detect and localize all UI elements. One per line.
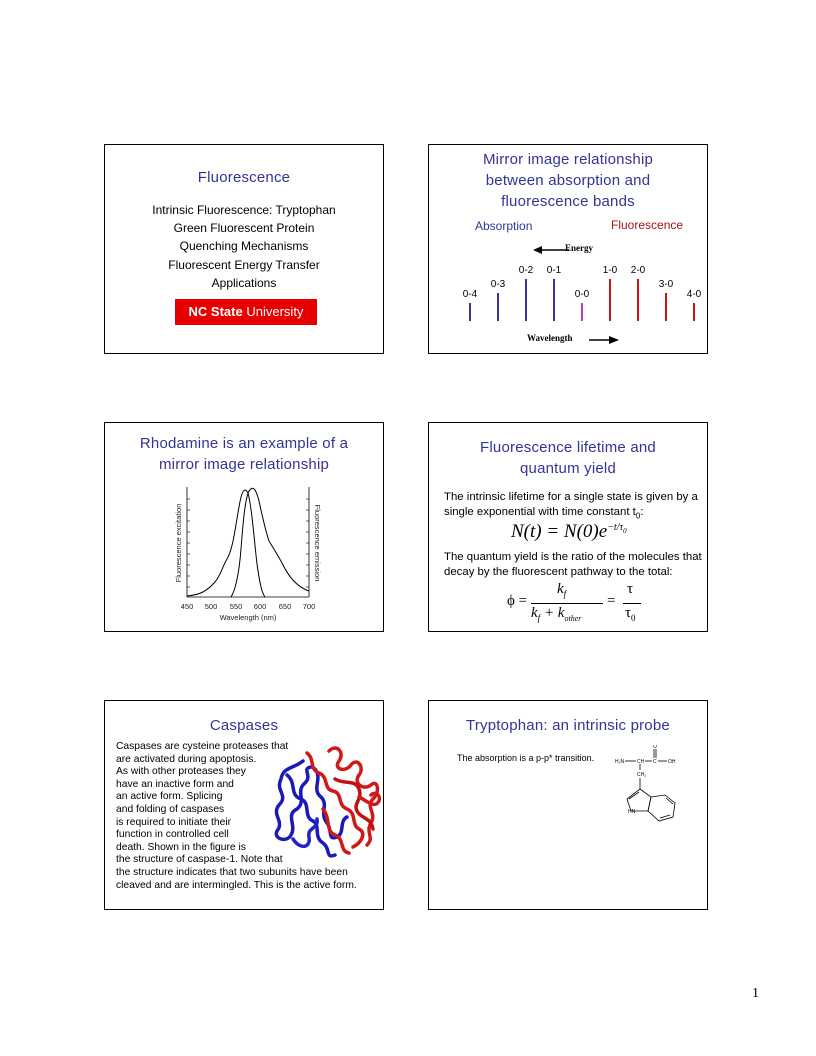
nh-label: HN [628, 809, 636, 815]
slide-title [429, 149, 707, 212]
band-label: 0-1 [546, 265, 562, 276]
text-line: an active form. Splicing [116, 791, 223, 803]
band-label: 0-3 [490, 279, 506, 290]
title-line: Rhodamine is an example of a [139, 435, 349, 452]
x-tick: 600 [253, 602, 267, 611]
denominator-plus: + k [543, 605, 565, 621]
page-number: 1 [752, 986, 759, 1001]
band-label: 3-0 [658, 279, 674, 290]
numerator: k [557, 581, 564, 597]
amine-label: H₂N [615, 759, 625, 765]
rhodamine-spectrum-chart [165, 479, 325, 624]
x-tick: 700 [302, 602, 316, 611]
slide-mirror-image [428, 144, 708, 354]
text-line: death. Shown in the figure is [116, 841, 246, 853]
slide-title: Caspases [209, 717, 279, 734]
x-axis-label: Wavelength (nm) [219, 613, 277, 622]
denominator-a-sub: f [537, 613, 541, 623]
text-line: the structure indicates that two subunits have been [116, 866, 348, 878]
text-line: have an inactive form and [116, 778, 234, 790]
title-line: quantum yield [520, 460, 616, 477]
oh-label: OH [668, 759, 676, 765]
band-line-0-4 [469, 303, 471, 321]
denominator-b-sub: other [564, 614, 582, 623]
numerator-sub: f [563, 589, 567, 599]
text-line: the structure of caspase-1. Note that [116, 854, 283, 866]
arrow-right-icon [589, 335, 619, 345]
title-line: Mirror image relationship [482, 151, 654, 168]
band-line-2-0 [637, 279, 639, 321]
text-line: is required to initiate their [116, 816, 232, 828]
subscript: 0 [635, 511, 641, 521]
band-line-3-0 [665, 293, 667, 321]
band-line-0-2 [525, 279, 527, 321]
slide-lifetime-quantum-yield [428, 422, 708, 632]
slide-tryptophan [428, 700, 708, 910]
band-label: 0-2 [518, 265, 534, 276]
fluorescence-label: Fluorescence [611, 218, 684, 232]
x-tick: 450 [180, 602, 194, 611]
text-line: Caspases are cysteine proteases that [116, 741, 289, 752]
ncsu-logo [175, 299, 317, 325]
slide-fluorescence-overview [104, 144, 384, 354]
absorption-text: The absorption is a p-p* transition. [457, 753, 595, 763]
tau0-sub: 0 [631, 613, 636, 623]
band-label: 0-0 [574, 289, 590, 300]
equals-sign: = [607, 593, 616, 609]
oxygen-label: O [653, 745, 657, 750]
slide-title: Fluorescence [197, 169, 291, 186]
band-line-0-0 [581, 303, 583, 321]
topic-item: Quenching Mechanisms [179, 239, 309, 254]
wavelength-label: Wavelength [527, 333, 573, 343]
text-line: function in controlled cell [116, 829, 229, 841]
x-tick: 650 [278, 602, 292, 611]
y-axis-label-right: Fluorescence emission [313, 504, 322, 582]
band-label: 4-0 [686, 289, 702, 300]
band-line-0-1 [553, 279, 555, 321]
y-axis-label-left: Fluorescence excitation [174, 503, 183, 583]
text-line: and folding of caspases [116, 803, 225, 815]
x-tick: 500 [204, 602, 218, 611]
ch-label: CH [637, 759, 645, 765]
ch2-label: CH₂ [637, 772, 647, 778]
fraction-bar [623, 603, 641, 604]
slide-title [105, 433, 383, 475]
fraction-bar [531, 603, 603, 604]
quantum-yield-equation [507, 581, 657, 627]
denominator-a: k [531, 605, 538, 621]
topic-list [105, 201, 383, 292]
lifetime-paragraph [444, 490, 706, 523]
logo-light-text: University [246, 304, 304, 319]
equation-lhs: N(t) = N(0)e [511, 521, 608, 542]
topic-item: Intrinsic Fluorescence: Tryptophan [152, 203, 336, 217]
text-line: cleaved and are intermingled. This is the active form. [116, 879, 357, 891]
band-line-0-3 [497, 293, 499, 321]
band-label: 1-0 [602, 265, 618, 276]
tryptophan-molecule-diagram [611, 745, 691, 845]
lifetime-equation [511, 521, 627, 543]
carbon-label: C [653, 759, 657, 765]
band-line-4-0 [693, 303, 695, 321]
slide-title: Tryptophan: an intrinsic probe [466, 717, 670, 734]
topic-item: Green Fluorescent Protein [173, 221, 315, 236]
text-line: are activated during apoptosis. [116, 753, 257, 765]
paragraph-text: The intrinsic lifetime for a single state is given by a single exponential with time constant t [444, 491, 698, 518]
topic-item: Applications [211, 275, 277, 290]
equation-exponent-sub: 0 [623, 526, 627, 535]
title-line: between absorption and [485, 172, 651, 189]
caspase-description [116, 741, 384, 892]
quantum-yield-paragraph: The quantum yield is the ratio of the molecules that decay by the fluorescent pathway to the total: [444, 551, 702, 578]
x-tick: 550 [229, 602, 243, 611]
band-line-1-0 [609, 279, 611, 321]
slide-rhodamine [104, 422, 384, 632]
slide-title [429, 437, 707, 479]
absorption-label: Absorption [475, 219, 533, 233]
band-label: 2-0 [630, 265, 646, 276]
title-line: Fluorescence lifetime and [480, 439, 656, 456]
topic-item: Fluorescent Energy Transfer [168, 257, 320, 272]
energy-label: Energy [565, 243, 593, 253]
slide-caspases [104, 700, 384, 910]
title-line: mirror image relationship [158, 456, 330, 473]
equation-phi: ϕ = [507, 593, 528, 609]
equation-exponent: −t/τ [607, 521, 624, 533]
logo-bold-text: NC State [188, 304, 243, 319]
title-line: fluorescence bands [501, 193, 635, 210]
paragraph-end: : [640, 506, 644, 518]
tau: τ [627, 581, 634, 597]
text-line: As with other proteases they [116, 766, 246, 778]
band-label: 0-4 [462, 289, 478, 300]
tau0: τ [625, 605, 632, 621]
